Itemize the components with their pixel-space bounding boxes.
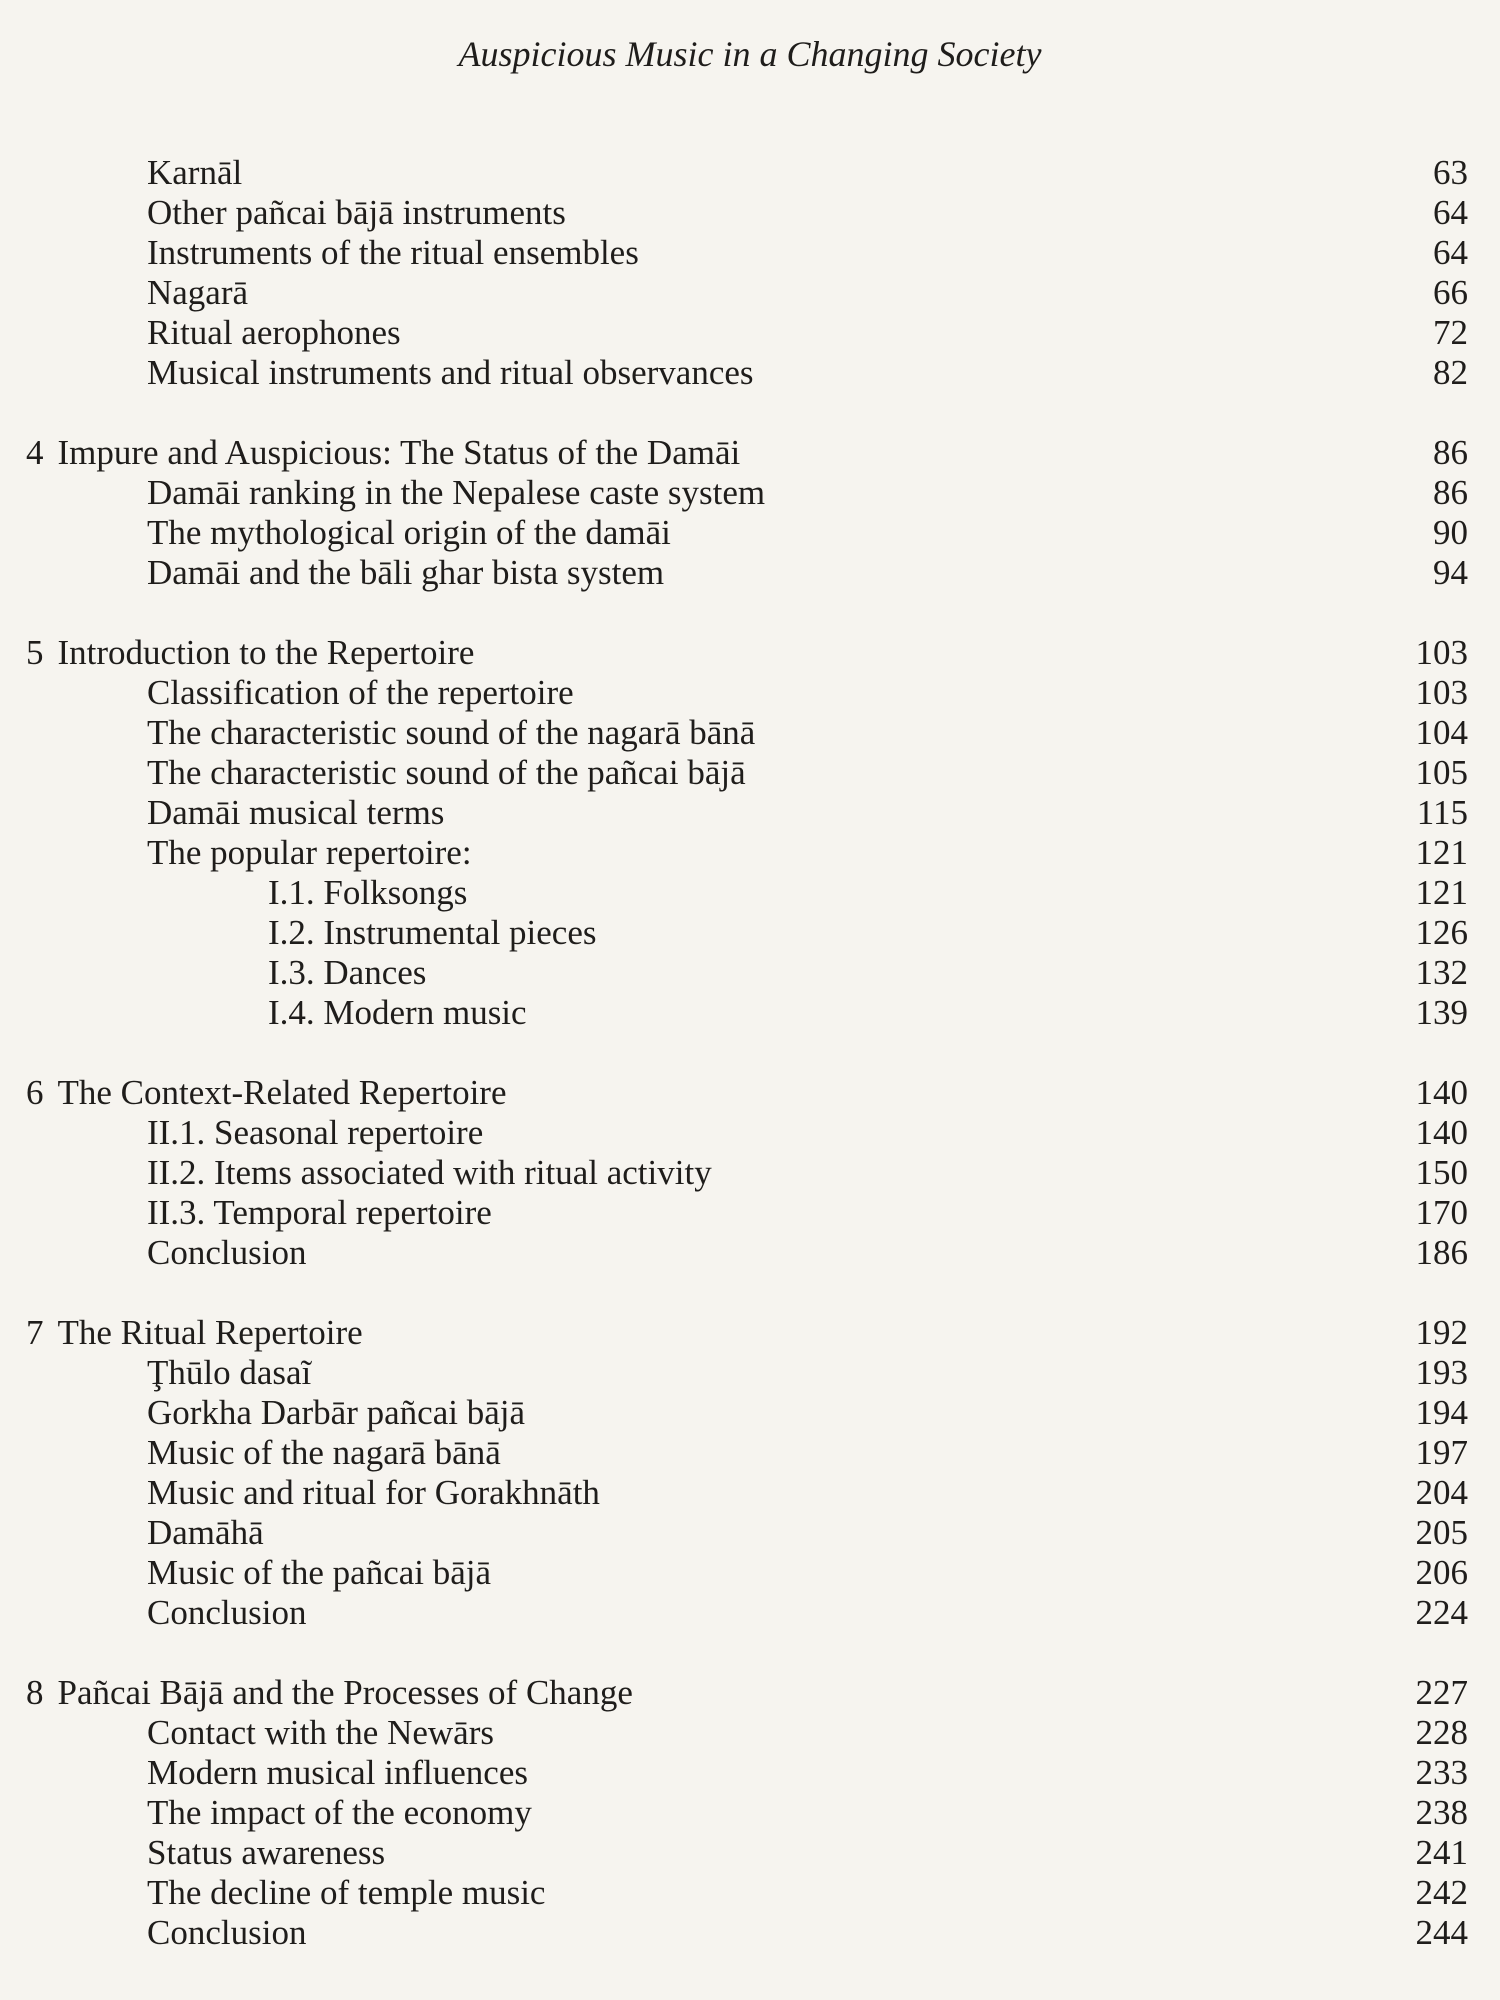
page-number: 105 <box>1415 753 1468 792</box>
toc-section-row <box>0 1393 1500 1433</box>
toc-entry-title: Karnāl <box>147 153 243 192</box>
page-number: 244 <box>1415 1913 1468 1952</box>
toc-entry-label <box>147 1473 600 1513</box>
toc-section-row <box>0 1353 1500 1393</box>
toc-entry-label <box>147 233 639 273</box>
toc-section-row <box>0 673 1500 713</box>
toc-entry-label <box>147 553 664 593</box>
toc-entry-title: I.4. Modern music <box>268 993 527 1032</box>
page-number: 132 <box>1415 953 1468 992</box>
toc-entry-label <box>147 1713 494 1753</box>
page-number: 140 <box>1415 1113 1468 1152</box>
page-number: 64 <box>1433 193 1468 232</box>
toc-entry-title: I.1. Folksongs <box>268 873 468 912</box>
toc-entry-title: Ţhūlo dasaĩ <box>147 1353 312 1392</box>
toc-entry-label <box>147 313 401 353</box>
toc-entry-title: Music and ritual for Gorakhnāth <box>147 1473 600 1512</box>
toc-entry-label <box>147 1433 501 1473</box>
toc-entry-label <box>147 153 242 193</box>
page-number: 197 <box>1415 1433 1468 1472</box>
toc-section-row <box>0 473 1500 513</box>
toc-entry-title: Musical instruments and ritual observances <box>147 353 754 392</box>
toc-chapter-row <box>0 1313 1500 1353</box>
toc-entry-title: The impact of the economy <box>147 1793 532 1832</box>
toc-section-row <box>0 1153 1500 1193</box>
toc-entry-title: Other pañcai bājā instruments <box>147 193 566 232</box>
toc-chapter-row <box>0 433 1500 473</box>
page-number: 205 <box>1415 1513 1468 1552</box>
toc-section-row <box>0 1593 1500 1633</box>
page-number: 121 <box>1415 873 1468 912</box>
page-number: 86 <box>1433 433 1468 472</box>
toc-section-row <box>0 1793 1500 1833</box>
toc-entry-label <box>147 1193 492 1233</box>
toc-section-row <box>0 1753 1500 1793</box>
toc-section-row <box>0 1873 1500 1913</box>
toc-section-row <box>0 1233 1500 1273</box>
toc-entry-title: Instruments of the ritual ensembles <box>147 233 639 272</box>
toc-section-row <box>0 1473 1500 1513</box>
page-number: 224 <box>1415 1593 1468 1632</box>
toc-entry-label <box>147 473 765 513</box>
toc-entry-title: The Context-Related Repertoire <box>57 1073 507 1112</box>
page-number: 103 <box>1415 633 1468 672</box>
page-number: 227 <box>1415 1673 1468 1712</box>
toc-section-row <box>0 793 1500 833</box>
toc-entry-title: Impure and Auspicious: The Status of the Damāi <box>57 433 741 472</box>
toc-entry-label <box>26 1073 507 1113</box>
toc-subsection-row <box>0 873 1500 913</box>
page-number: 193 <box>1415 1353 1468 1392</box>
toc-entry-title: II.1. Seasonal repertoire <box>147 1113 484 1152</box>
toc-section-row <box>0 1113 1500 1153</box>
toc-entry-label <box>147 1353 311 1393</box>
page-number: 104 <box>1415 713 1468 752</box>
page-number: 115 <box>1416 793 1468 832</box>
toc-spacer <box>0 393 1500 433</box>
toc-section-row <box>0 313 1500 353</box>
toc-entry-title: I.3. Dances <box>268 953 427 992</box>
toc-entry-title: Contact with the Newārs <box>147 1713 494 1752</box>
toc-entry-label <box>147 1793 532 1833</box>
toc-subsection-row <box>0 913 1500 953</box>
toc-section-row <box>0 273 1500 313</box>
toc-entry-title: II.3. Temporal repertoire <box>147 1193 492 1232</box>
toc-entry-label <box>147 1233 306 1273</box>
page-number: 72 <box>1433 313 1468 352</box>
page-number: 86 <box>1433 473 1468 512</box>
page-number: 94 <box>1433 553 1468 592</box>
toc-entry-title: Music of the pañcai bājā <box>147 1553 492 1592</box>
running-head: Auspicious Music in a Changing Society <box>458 34 1042 74</box>
toc-entry-title: Damāi ranking in the Nepalese caste system <box>147 473 766 512</box>
chapter-number: 5 <box>26 633 44 672</box>
toc-entry-label <box>147 1113 483 1153</box>
toc-entry-label <box>147 753 746 793</box>
page-number: 103 <box>1415 673 1468 712</box>
page-number: 121 <box>1415 833 1468 872</box>
toc-entry-label <box>147 713 755 753</box>
toc-entry-label <box>147 193 566 233</box>
page-number: 192 <box>1415 1313 1468 1352</box>
page-number: 241 <box>1415 1833 1468 1872</box>
page-number: 64 <box>1433 233 1468 272</box>
page-number: 140 <box>1415 1073 1468 1112</box>
toc-entry-label <box>26 1313 363 1353</box>
toc-entry-label <box>147 1593 306 1633</box>
toc-entry-title: II.2. Items associated with ritual activity <box>147 1153 712 1192</box>
toc-entry-label <box>147 1833 385 1873</box>
toc-entry-title: The popular repertoire: <box>147 833 472 872</box>
page-number: 82 <box>1433 353 1468 392</box>
page-number: 90 <box>1433 513 1468 552</box>
toc-entry-title: Introduction to the Repertoire <box>57 633 475 672</box>
toc-entry-label <box>147 1393 525 1433</box>
toc-section-row <box>0 1553 1500 1593</box>
toc-section-row <box>0 353 1500 393</box>
chapter-number: 6 <box>26 1073 44 1112</box>
toc-entry-title: The characteristic sound of the pañcai bājā <box>147 753 746 792</box>
toc-subsection-row <box>0 953 1500 993</box>
toc-entry-label <box>147 1513 264 1553</box>
page-number: 238 <box>1415 1793 1468 1832</box>
page-number: 228 <box>1415 1713 1468 1752</box>
toc-entry-label <box>26 633 474 673</box>
toc-section-row <box>0 1913 1500 1953</box>
toc-entry-label <box>268 993 527 1033</box>
toc-entry-label <box>26 1673 633 1713</box>
toc-entry-title: Modern musical influences <box>147 1753 529 1792</box>
page-number: 186 <box>1415 1233 1468 1272</box>
toc-subsection-row <box>0 993 1500 1033</box>
toc-entry-label <box>147 513 671 553</box>
toc-chapter-row <box>0 1673 1500 1713</box>
toc-entry-title: Conclusion <box>147 1233 307 1272</box>
chapter-number: 4 <box>26 433 44 472</box>
toc-entry-title: The mythological origin of the damāi <box>147 513 671 552</box>
toc-section-row <box>0 1833 1500 1873</box>
toc-section-row <box>0 713 1500 753</box>
toc-entry-label <box>147 1553 491 1593</box>
toc-entry-title: Music of the nagarā bānā <box>147 1433 501 1472</box>
toc-entry-title: Damāi and the bāli ghar bista system <box>147 553 665 592</box>
toc-entry-label <box>147 673 574 713</box>
toc-section-row <box>0 1713 1500 1753</box>
toc-entry-label <box>147 353 754 393</box>
toc-entry-label <box>147 1153 712 1193</box>
toc-entry-label <box>268 873 467 913</box>
toc-spacer <box>0 1033 1500 1073</box>
toc-section-row <box>0 1513 1500 1553</box>
toc-entry-label <box>147 1753 528 1793</box>
toc-entry-label <box>26 433 740 473</box>
page-number: 233 <box>1415 1753 1468 1792</box>
toc-entry-title: Ritual aerophones <box>147 313 401 352</box>
toc-entry-title: Nagarā <box>147 273 249 312</box>
page-number: 242 <box>1415 1873 1468 1912</box>
page-number: 170 <box>1415 1193 1468 1232</box>
page-number: 63 <box>1433 153 1468 192</box>
toc-entry-title: The characteristic sound of the nagarā bānā <box>147 713 756 752</box>
toc-entry-title: Conclusion <box>147 1913 307 1952</box>
page-number: 204 <box>1415 1473 1468 1512</box>
toc-spacer <box>0 1633 1500 1673</box>
table-of-contents <box>0 153 1500 1953</box>
toc-entry-label <box>147 273 248 313</box>
toc-entry-title: Conclusion <box>147 1593 307 1632</box>
toc-entry-title: I.2. Instrumental pieces <box>268 913 597 952</box>
toc-entry-label <box>147 793 444 833</box>
toc-spacer <box>0 1273 1500 1313</box>
toc-entry-label <box>268 953 426 993</box>
toc-section-row <box>0 753 1500 793</box>
page-number: 66 <box>1433 273 1468 312</box>
page-number: 139 <box>1415 993 1468 1032</box>
toc-entry-label <box>147 1913 306 1953</box>
toc-entry-label <box>147 1873 545 1913</box>
page-number: 194 <box>1415 1393 1468 1432</box>
toc-section-row <box>0 833 1500 873</box>
toc-chapter-row <box>0 633 1500 673</box>
page-number: 150 <box>1415 1153 1468 1192</box>
toc-section-row <box>0 513 1500 553</box>
toc-chapter-row <box>0 1073 1500 1113</box>
toc-entry-title: Classification of the repertoire <box>147 673 574 712</box>
toc-section-row <box>0 193 1500 233</box>
toc-entry-title: Pañcai Bājā and the Processes of Change <box>57 1673 633 1712</box>
toc-entry-title: Status awareness <box>147 1833 386 1872</box>
toc-entry-title: Gorkha Darbār pañcai bājā <box>147 1393 525 1432</box>
toc-entry-title: Damāi musical terms <box>147 793 445 832</box>
toc-entry-label <box>147 833 472 873</box>
page-number: 126 <box>1415 913 1468 952</box>
chapter-number: 7 <box>26 1313 44 1352</box>
toc-section-row <box>0 233 1500 273</box>
toc-spacer <box>0 593 1500 633</box>
toc-entry-title: Damāhā <box>147 1513 264 1552</box>
toc-section-row <box>0 553 1500 593</box>
toc-section-row <box>0 1433 1500 1473</box>
toc-entry-title: The decline of temple music <box>147 1873 546 1912</box>
toc-entry-title: The Ritual Repertoire <box>57 1313 363 1352</box>
toc-entry-label <box>268 913 597 953</box>
chapter-number: 8 <box>26 1673 44 1712</box>
page-number: 206 <box>1415 1553 1468 1592</box>
toc-section-row <box>0 153 1500 193</box>
toc-section-row <box>0 1193 1500 1233</box>
